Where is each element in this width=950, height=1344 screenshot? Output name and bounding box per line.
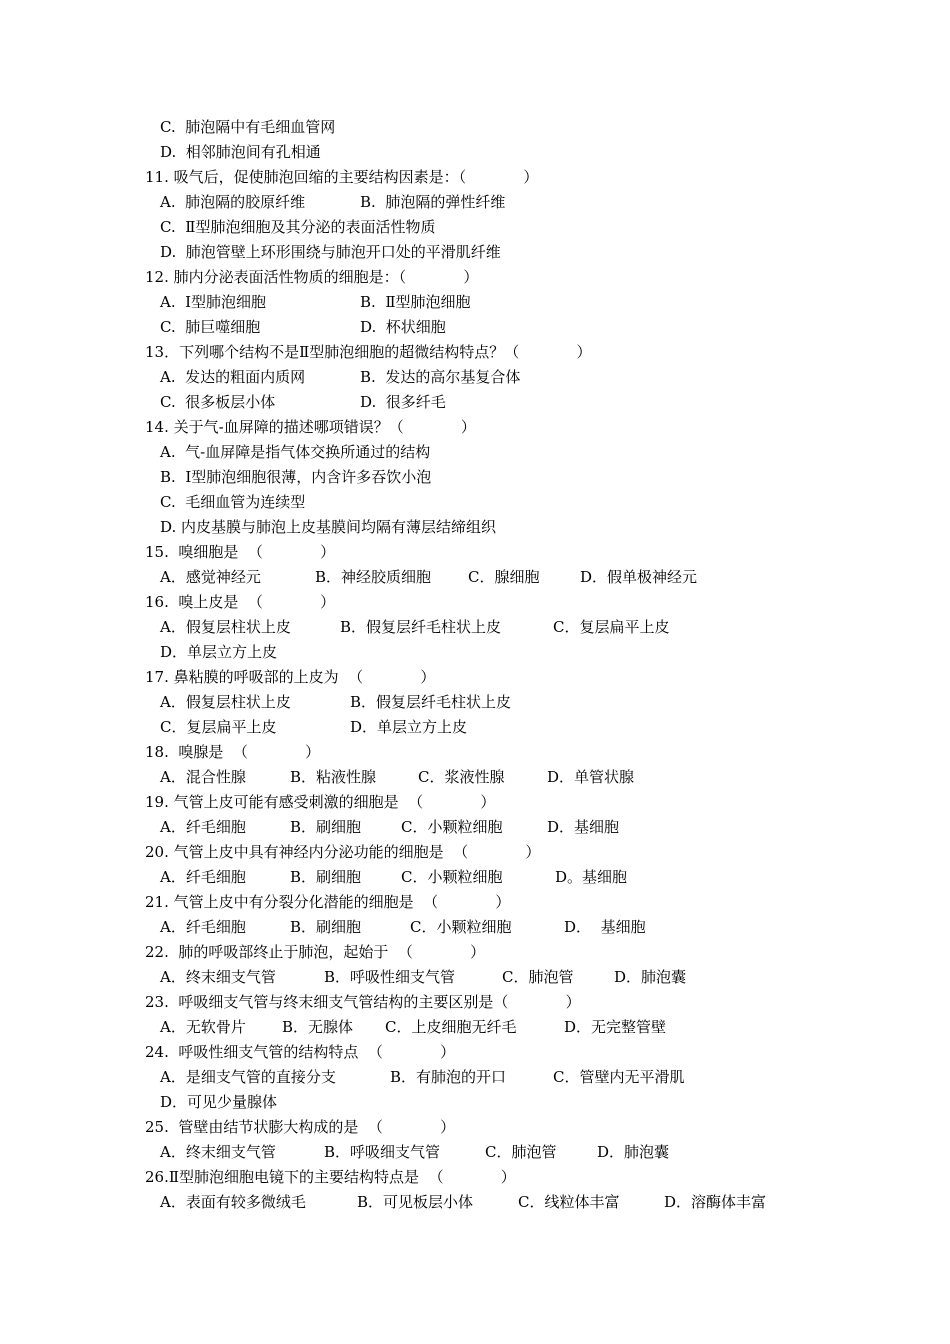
option-line — [160, 190, 760, 214]
option-a: A．纤毛细胞 — [160, 918, 246, 936]
option-a: A．表面有较多微绒毛 — [160, 1193, 306, 1211]
option-a: A. 发达的粗面内质网 — [160, 368, 306, 386]
option-d: D. 杯状细胞 — [360, 318, 446, 336]
question-19: 19. 气管上皮可能有感受刺激的细胞是 （ ） — [145, 793, 496, 811]
option-line — [160, 1190, 920, 1214]
option-line: D. 肺泡管壁上环形围绕与肺泡开口处的平滑肌纤维 — [160, 243, 501, 261]
option-line: C. 毛细血管为连续型 — [160, 493, 306, 511]
option-c: C．肺泡管 — [502, 968, 574, 986]
option-line: D. 相邻肺泡间有孔相通 — [160, 143, 321, 161]
question-15: 15. 嗅细胞是 （ ） — [145, 543, 336, 561]
option-b: B. 发达的高尔基复合体 — [360, 368, 521, 386]
option-d: D． 基细胞 — [564, 918, 646, 936]
option-c: C．小颗粒细胞 — [410, 918, 512, 936]
option-line: D．单层立方上皮 — [160, 643, 278, 661]
option-b: B．刷细胞 — [290, 818, 362, 836]
option-a: A．终末细支气管 — [160, 968, 276, 986]
option-d: D．假单极神经元 — [580, 568, 698, 586]
option-a: A．无软骨片 — [160, 1018, 246, 1036]
option-b: B．无腺体 — [282, 1018, 354, 1036]
option-line — [160, 715, 860, 739]
option-c: C. 很多板层小体 — [160, 393, 276, 411]
option-c: C．肺泡管 — [485, 1143, 557, 1161]
option-line — [160, 1065, 880, 1089]
option-d: D。基细胞 — [555, 868, 628, 886]
option-line — [160, 565, 860, 589]
question-23: 23. 呼吸细支气管与终末细支气管结构的主要区别是（ ） — [145, 993, 581, 1011]
option-b: B．假复层纤毛柱状上皮 — [340, 618, 502, 636]
option-d: D．肺泡囊 — [614, 968, 687, 986]
option-d: D．单管状腺 — [547, 768, 635, 786]
option-a: A．感觉神经元 — [160, 568, 261, 586]
option-c: C．腺细胞 — [468, 568, 540, 586]
option-line — [160, 365, 760, 389]
option-line — [160, 815, 860, 839]
question-24: 24. 呼吸性细支气管的结构特点 （ ） — [145, 1043, 456, 1061]
option-c: C. 肺巨噬细胞 — [160, 318, 261, 336]
question-18: 18. 嗅腺是 （ ） — [145, 743, 321, 761]
option-line: D．可见少量腺体 — [160, 1093, 278, 1111]
option-d: D．单层立方上皮 — [350, 718, 468, 736]
option-line — [160, 690, 860, 714]
question-12: 12. 肺内分泌表面活性物质的细胞是：（ ） — [145, 268, 479, 286]
option-a: A．假复层柱状上皮 — [160, 693, 291, 711]
option-b: B. 肺泡隔的弹性纤维 — [360, 193, 506, 211]
question-21: 21. 气管上皮中有分裂分化潜能的细胞是 （ ） — [145, 893, 511, 911]
option-b: B．呼吸细支气管 — [324, 1143, 441, 1161]
option-line: D. 内皮基膜与肺泡上皮基膜间均隔有薄层结缔组织 — [160, 518, 497, 536]
question-25: 25. 管壁由结节状膨大构成的是 （ ） — [145, 1118, 456, 1136]
option-b: B．神经胶质细胞 — [315, 568, 432, 586]
option-line: B. Ⅰ型肺泡细胞很薄，内含许多吞饮小泡 — [160, 468, 432, 486]
option-line — [160, 1015, 880, 1039]
option-line: A. 气-血屏障是指气体交换所通过的结构 — [160, 443, 431, 461]
option-d: D．溶酶体丰富 — [664, 1193, 767, 1211]
option-c: C．浆液性腺 — [418, 768, 505, 786]
option-a: A．是细支气管的直接分支 — [160, 1068, 336, 1086]
option-d: D. 很多纤毛 — [360, 393, 446, 411]
option-b: B．呼吸性细支气管 — [324, 968, 456, 986]
option-b: B．刷细胞 — [290, 918, 362, 936]
option-c: C．小颗粒细胞 — [401, 868, 503, 886]
question-22: 22. 肺的呼吸部终止于肺泡，起始于 （ ） — [145, 943, 486, 961]
option-a: A．纤毛细胞 — [160, 818, 246, 836]
option-b: B．有肺泡的开口 — [390, 1068, 507, 1086]
option-line — [160, 315, 760, 339]
option-line — [160, 390, 760, 414]
option-a: A．混合性腺 — [160, 768, 246, 786]
option-line: C. 肺泡隔中有毛细血管网 — [160, 118, 336, 136]
option-c: C．复层扁平上皮 — [553, 618, 670, 636]
option-c: C．上皮细胞无纤毛 — [385, 1018, 517, 1036]
question-17: 17. 鼻粘膜的呼吸部的上皮为 （ ） — [145, 668, 436, 686]
option-a: A．假复层柱状上皮 — [160, 618, 291, 636]
option-c: C．小颗粒细胞 — [401, 818, 503, 836]
question-20: 20. 气管上皮中具有神经内分泌功能的细胞是 （ ） — [145, 843, 541, 861]
question-13: 13．下列哪个结构不是Ⅱ型肺泡细胞的超微结构特点？（ ） — [145, 343, 592, 361]
question-26: 26.Ⅱ型肺泡细胞电镜下的主要结构特点是 （ ） — [145, 1168, 516, 1186]
question-11: 11. 吸气后，促使肺泡回缩的主要结构因素是：（ ） — [145, 168, 539, 186]
option-line — [160, 1140, 880, 1164]
option-b: B．假复层纤毛柱状上皮 — [350, 693, 512, 711]
option-line — [160, 615, 860, 639]
question-14: 14. 关于气-血屏障的描述哪项错误？（ ） — [145, 418, 476, 436]
option-b: B．可见板层小体 — [357, 1193, 474, 1211]
option-a: A．终末细支气管 — [160, 1143, 276, 1161]
option-b: B. Ⅱ型肺泡细胞 — [360, 293, 471, 311]
option-d: D．无完整管壁 — [564, 1018, 667, 1036]
option-line: C. Ⅱ型肺泡细胞及其分泌的表面活性物质 — [160, 218, 436, 236]
option-d: D．肺泡囊 — [597, 1143, 670, 1161]
option-line — [160, 865, 860, 889]
option-line — [160, 915, 860, 939]
option-line — [160, 765, 860, 789]
option-b: B．刷细胞 — [290, 868, 362, 886]
option-d: D．基细胞 — [547, 818, 620, 836]
option-a: A. Ⅰ型肺泡细胞 — [160, 293, 267, 311]
option-c: C．管壁内无平滑肌 — [553, 1068, 685, 1086]
option-line — [160, 290, 760, 314]
option-line — [160, 965, 880, 989]
question-16: 16. 嗅上皮是 （ ） — [145, 593, 336, 611]
option-a: A．纤毛细胞 — [160, 868, 246, 886]
option-c: C．复层扁平上皮 — [160, 718, 277, 736]
option-c: C．线粒体丰富 — [518, 1193, 620, 1211]
option-b: B．粘液性腺 — [290, 768, 377, 786]
option-a: A. 肺泡隔的胶原纤维 — [160, 193, 306, 211]
